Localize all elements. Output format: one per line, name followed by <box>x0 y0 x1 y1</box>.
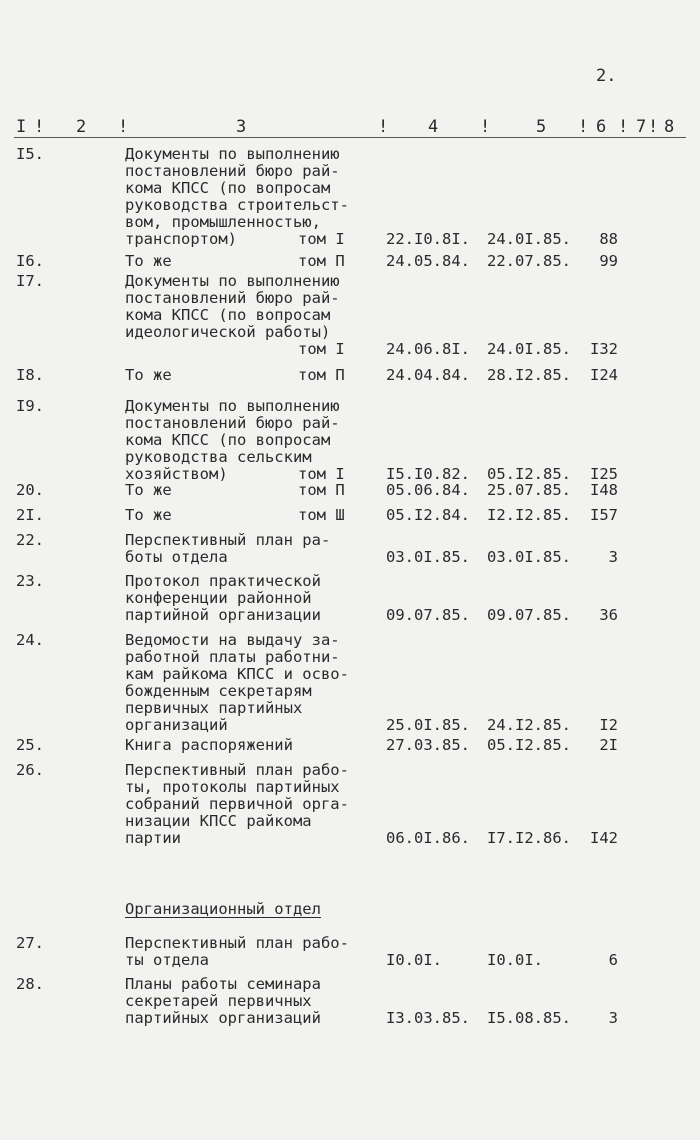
row-title-line: боты отдела <box>125 548 228 566</box>
row-end-date: 24.0I.85. <box>487 340 571 358</box>
page-number: 2. <box>596 66 617 86</box>
row-title-line: То же <box>125 506 172 524</box>
row-title <box>125 935 349 969</box>
row-number: 23. <box>16 572 44 590</box>
row-start-date: 03.0I.85. <box>386 548 470 566</box>
header-col-2: 2 <box>76 117 87 137</box>
row-title-line: партии <box>125 829 181 847</box>
header-col-3: 3 <box>236 117 247 137</box>
row-end-date: 09.07.85. <box>487 606 571 624</box>
row-number: 26. <box>16 761 44 779</box>
row-title-line: вом, промышленностью, <box>125 213 321 231</box>
row-end-date: I7.I2.86. <box>487 829 571 847</box>
row-sheet-count: 3 <box>608 548 618 566</box>
row-end-date: I5.08.85. <box>487 1009 571 1027</box>
row-title-line: Документы по выполнению <box>125 145 340 163</box>
row-title-line: руководства сельским <box>125 448 312 466</box>
row-title-line: Протокол практической <box>125 572 321 590</box>
row-number: 20. <box>16 481 44 499</box>
row-title <box>125 532 330 566</box>
row-number: I8. <box>16 366 44 384</box>
row-start-date: 24.06.8I. <box>386 340 470 358</box>
row-title-line: Перспективный план рабо- <box>125 761 349 779</box>
row-title-line: Документы по выполнению <box>125 397 340 415</box>
row-title-line: секретарей первичных <box>125 992 312 1010</box>
header-col-6: 6 <box>596 117 607 137</box>
row-volume: том П <box>298 481 345 499</box>
row-number: 22. <box>16 531 44 549</box>
row-end-date: I2.I2.85. <box>487 506 571 524</box>
row-title-line: ты отдела <box>125 951 209 969</box>
row-title <box>125 573 321 624</box>
row-title-line: работной платы работни- <box>125 648 340 666</box>
row-sheet-count: I57 <box>590 506 618 524</box>
row-end-date: 28.I2.85. <box>487 366 571 384</box>
row-title <box>125 507 172 524</box>
row-start-date: 05.I2.84. <box>386 506 470 524</box>
row-title-line: Перспективный план ра- <box>125 531 331 549</box>
row-title <box>125 253 172 270</box>
row-title <box>125 737 293 754</box>
header-sep: ! <box>118 117 129 137</box>
row-start-date: 09.07.85. <box>386 606 470 624</box>
row-title-line: постановлений бюро рай- <box>125 162 340 180</box>
row-start-date: I0.0I. <box>386 951 442 969</box>
header-col-5: 5 <box>536 117 547 137</box>
header-col-1: I <box>16 117 27 137</box>
row-title-line: постановлений бюро рай- <box>125 414 340 432</box>
row-title-line: кам райкома КПСС и осво- <box>125 665 349 683</box>
row-number: I6. <box>16 252 44 270</box>
row-title-line: кома КПСС (по вопросам <box>125 431 331 449</box>
header-underline <box>14 137 686 138</box>
row-title-line: божденным секретарям <box>125 682 312 700</box>
row-title-line: собраний первичной орга- <box>125 795 349 813</box>
row-title <box>125 762 349 847</box>
row-title-line: кома КПСС (по вопросам <box>125 306 331 324</box>
row-start-date: 06.0I.86. <box>386 829 470 847</box>
row-volume: том П <box>298 366 345 384</box>
row-title-line: партийных организаций <box>125 1009 321 1027</box>
row-number: 2I. <box>16 506 44 524</box>
row-end-date: 24.I2.85. <box>487 716 571 734</box>
row-end-date: 05.I2.85. <box>487 736 571 754</box>
row-sheet-count: I32 <box>590 340 618 358</box>
row-title-line: То же <box>125 481 172 499</box>
row-title-line: партийной организации <box>125 606 321 624</box>
row-start-date: I5.I0.82. <box>386 465 470 483</box>
row-number: 28. <box>16 975 44 993</box>
header-col-8: 8 <box>664 117 675 137</box>
row-end-date: 05.I2.85. <box>487 465 571 483</box>
row-start-date: 27.03.85. <box>386 736 470 754</box>
header-col-4: 4 <box>428 117 439 137</box>
row-title-line: первичных партийных <box>125 699 303 717</box>
row-number: I7. <box>16 272 44 290</box>
row-number: 27. <box>16 934 44 952</box>
row-volume: том I <box>298 465 345 483</box>
row-number: 24. <box>16 631 44 649</box>
row-sheet-count: I48 <box>590 481 618 499</box>
row-sheet-count: 36 <box>599 606 618 624</box>
header-sep: ! <box>34 117 45 137</box>
row-start-date: 24.04.84. <box>386 366 470 384</box>
row-sheet-count: 6 <box>608 951 618 969</box>
row-start-date: I3.03.85. <box>386 1009 470 1027</box>
row-title-line: транспортом) <box>125 230 237 248</box>
row-end-date: 22.07.85. <box>487 252 571 270</box>
row-start-date: 05.06.84. <box>386 481 470 499</box>
section-title: Организационный отдел <box>125 900 321 918</box>
row-volume: том П <box>298 252 345 270</box>
header-sep: ! <box>378 117 389 137</box>
row-title <box>125 632 349 734</box>
row-title-line: организаций <box>125 716 228 734</box>
header-col-7: 7 <box>636 117 647 137</box>
row-title-line: Планы работы семинара <box>125 975 321 993</box>
row-title-line: низации КПСС райкома <box>125 812 312 830</box>
row-title-line: ты, протоколы партийных <box>125 778 340 796</box>
row-title-line: конференции районной <box>125 589 312 607</box>
row-title-line: постановлений бюро рай- <box>125 289 340 307</box>
row-title-line: Перспективный план рабо- <box>125 934 349 952</box>
row-title-line: идеологической работы) <box>125 323 331 341</box>
header-sep: ! <box>648 117 659 137</box>
row-title-line: Книга распоряжений <box>125 736 293 754</box>
row-title <box>125 976 321 1027</box>
row-title-line: Ведомости на выдачу за- <box>125 631 340 649</box>
row-end-date: 03.0I.85. <box>487 548 571 566</box>
row-end-date: I0.0I. <box>487 951 543 969</box>
row-number: I9. <box>16 397 44 415</box>
row-sheet-count: 3 <box>608 1009 618 1027</box>
row-title-line: То же <box>125 252 172 270</box>
row-number: 25. <box>16 736 44 754</box>
row-title-line: руководства строительст- <box>125 196 349 214</box>
row-volume: том I <box>298 230 345 248</box>
row-title-line: хозяйством) <box>125 465 228 483</box>
row-start-date: 22.I0.8I. <box>386 230 470 248</box>
header-sep: ! <box>578 117 589 137</box>
row-volume: том I <box>298 340 345 358</box>
row-sheet-count: I24 <box>590 366 618 384</box>
row-title-line: То же <box>125 366 172 384</box>
header-sep: ! <box>480 117 491 137</box>
row-end-date: 25.07.85. <box>487 481 571 499</box>
row-number: I5. <box>16 145 44 163</box>
row-title-line: Документы по выполнению <box>125 272 340 290</box>
row-sheet-count: 2I <box>599 736 618 754</box>
row-sheet-count: I2 <box>599 716 618 734</box>
row-sheet-count: 88 <box>599 230 618 248</box>
header-sep: ! <box>618 117 629 137</box>
row-volume: том Ш <box>298 506 345 524</box>
row-start-date: 24.05.84. <box>386 252 470 270</box>
row-title-line: кома КПСС (по вопросам <box>125 179 331 197</box>
row-sheet-count: 99 <box>599 252 618 270</box>
row-sheet-count: I42 <box>590 829 618 847</box>
row-end-date: 24.0I.85. <box>487 230 571 248</box>
row-title <box>125 367 172 384</box>
row-start-date: 25.0I.85. <box>386 716 470 734</box>
row-sheet-count: I25 <box>590 465 618 483</box>
row-title <box>125 482 172 499</box>
